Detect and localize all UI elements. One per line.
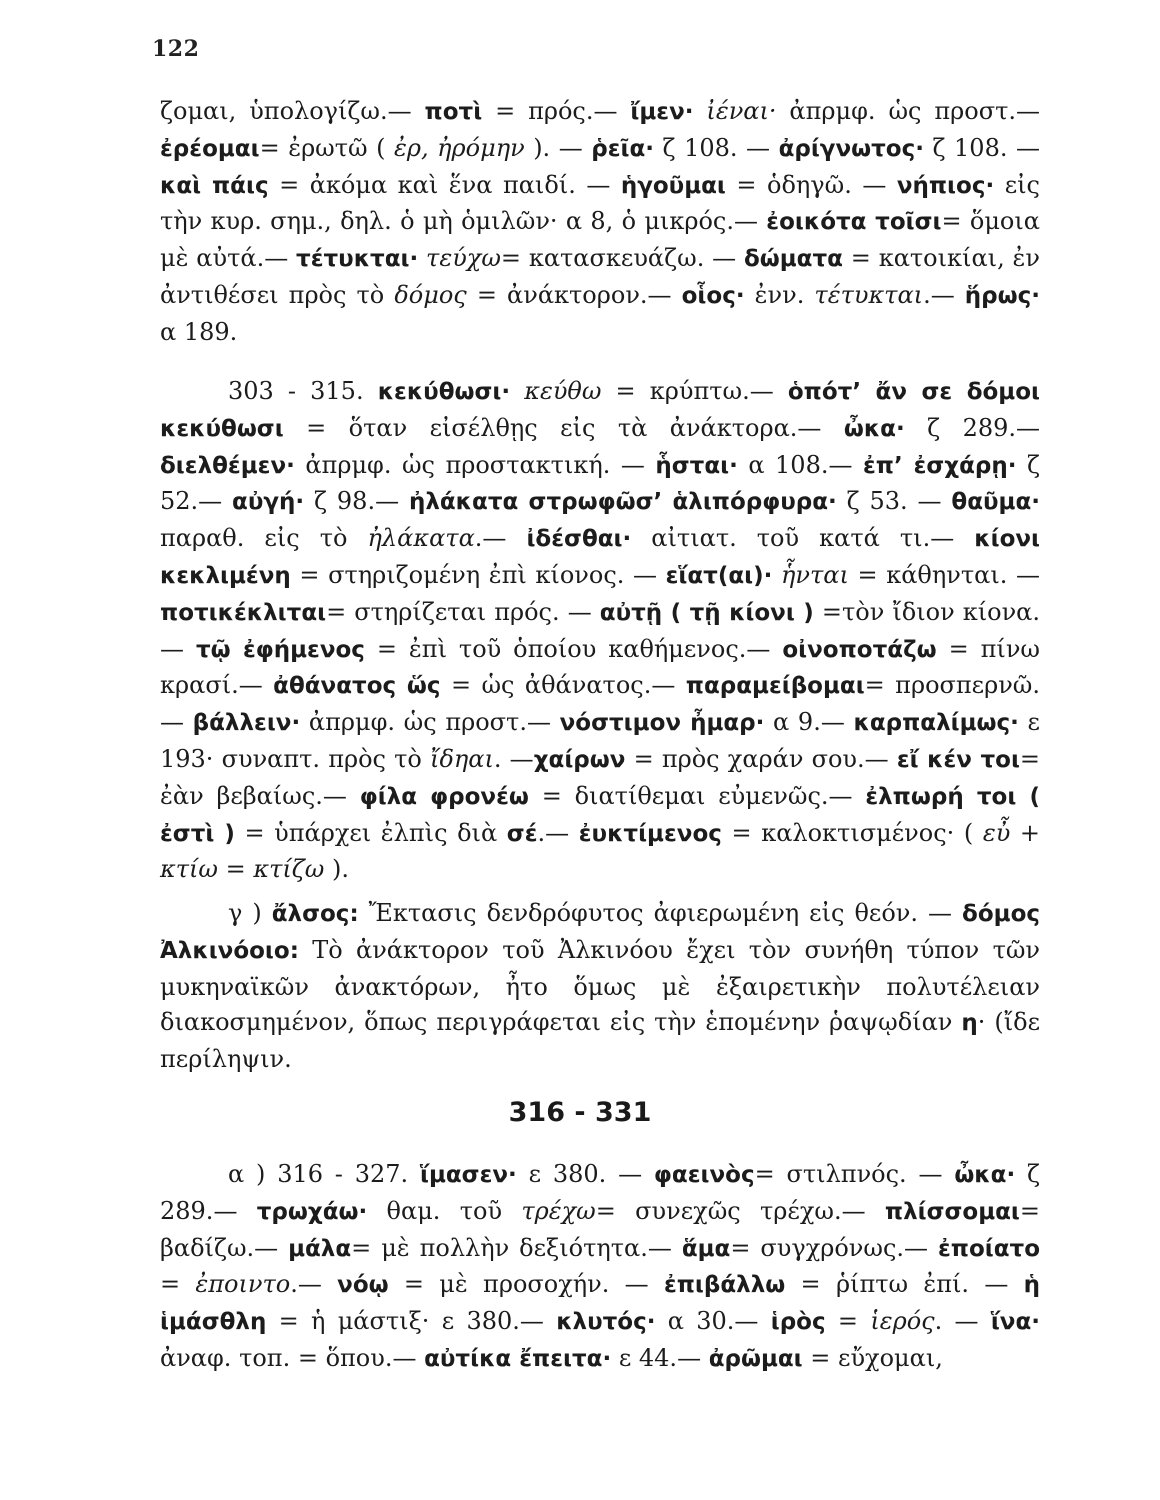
lemma-term: ἐοικότα τοῖσι — [766, 209, 942, 236]
italic-form: τεύχω — [426, 244, 501, 273]
lemma-term: ἥρως· — [964, 282, 1040, 309]
gloss-text: ζ 289.— — [160, 1160, 1041, 1225]
gloss-text: = εὔχομαι, — [802, 1343, 943, 1372]
gloss-text: 303 - 315. — [228, 377, 378, 405]
lemma-term: ἐυκτίμενος — [578, 820, 722, 847]
gloss-text: = συγχρόνως.— — [730, 1233, 938, 1262]
gloss-text: = κάθηνται. — — [848, 560, 1040, 589]
lemma-term: καὶ πάις — [160, 172, 269, 199]
lemma-term: αὐτίκα ἔπειτα· — [424, 1345, 612, 1372]
gloss-text: = ὁδηγῶ. — — [725, 170, 897, 199]
lemma-term: φίλα φρονέω — [359, 783, 529, 810]
gloss-text: α 30.— — [655, 1307, 771, 1336]
lemma-term: ἧσται· — [655, 452, 738, 479]
gloss-text: .— — [923, 280, 965, 309]
gloss-text — [510, 377, 524, 405]
gloss-text: = — [218, 855, 254, 884]
lemma-term: τέτυκται· — [296, 246, 419, 273]
lemma-term: ἀρῶμαι — [708, 1345, 803, 1372]
gloss-text: ἐνν. — [744, 280, 815, 309]
lemma-term: βάλλειν· — [192, 710, 301, 737]
gloss-text: = βαδίζω.— — [160, 1196, 1041, 1262]
gloss-text: ζ 53. — — [836, 487, 952, 516]
gloss-text: = κρύπτω.— — [601, 377, 788, 405]
lemma-term: ποτὶ — [424, 99, 483, 125]
italic-form: ἧνται — [781, 560, 849, 589]
gloss-text: ε 44.— — [611, 1343, 709, 1372]
lemma-term: αὐγή· — [232, 489, 305, 516]
gloss-text: + — [1010, 818, 1040, 847]
lemma-term: χαίρων — [533, 746, 626, 773]
gloss-text: = πρὸς χαράν σου.— — [625, 744, 897, 773]
gloss-text: · (ἴδε περίληψιν. — [160, 1008, 1040, 1074]
lemma-term: παραμείβομαι — [685, 673, 865, 700]
lemma-term: ἀθάνατος ὥς — [273, 673, 441, 700]
gloss-text: = ἡ μάστιξ· ε 380.— — [266, 1307, 557, 1336]
gloss-text: = ὅμοια μὲ αὐτά.— — [160, 207, 1040, 273]
italic-form: ἴδηαι — [430, 744, 494, 773]
gloss-text: ζ 289.— — [904, 413, 1041, 442]
gloss-text: = πίνω κρασί.— — [160, 634, 1040, 700]
lemma-term: ἐρέομαι — [160, 135, 260, 162]
commentary-paragraph-1 — [160, 94, 1040, 351]
lemma-term: διελθέμεν· — [160, 452, 295, 479]
lemma-term: ἵμασεν· — [419, 1162, 517, 1188]
lemma-term: θαῦμα· — [951, 489, 1041, 516]
gloss-text: . — — [493, 744, 534, 773]
lemma-term: ἀρίγνωτος· — [778, 135, 924, 162]
gloss-text: ζ 108. — — [923, 133, 1041, 162]
gloss-text: = μὲ πολλὴν δεξιότητα.— — [351, 1233, 682, 1262]
gloss-text: = ἐρωτῶ ( — [259, 133, 395, 162]
gloss-text: .— — [537, 818, 579, 847]
lemma-term: ἐποίατο — [937, 1235, 1040, 1262]
gloss-text: ζομαι, ὑπολογίζω.— — [160, 97, 425, 125]
gloss-text: ζ 52.— — [160, 450, 1041, 516]
lemma-term: οἷος· — [681, 282, 745, 309]
italic-form: κεύθω — [524, 377, 602, 405]
gloss-text: εἰς τὴν κυρ. σημ., δηλ. ὁ μὴ ὁμιλῶν· α 8, ὁ μικρός.— — [160, 170, 1040, 236]
italic-form: τέτυκται — [814, 280, 924, 309]
lemma-term: ἅμα — [681, 1235, 731, 1262]
italic-form: ἠλάκατα — [367, 524, 475, 553]
gloss-text: = ἀκόμα καὶ ἕνα παιδί. — — [268, 170, 621, 199]
gloss-text: ε 380. — — [516, 1160, 654, 1188]
gloss-text: α ) 316 - 327. — [228, 1160, 420, 1188]
lemma-term: ἱρὸς — [770, 1309, 826, 1336]
gloss-text: ε 193· συναπτ. πρὸς τὸ — [160, 708, 1040, 773]
gloss-text: = ἀνάκτορον.— — [466, 280, 682, 309]
lemma-term: ἵνα· — [990, 1309, 1040, 1336]
gloss-text: = ἐὰν βεβαίως.— — [160, 744, 1041, 810]
lemma-term: η — [961, 1010, 978, 1037]
gloss-text: γ ) — [228, 899, 272, 927]
gloss-text: ἀπρμφ. ὡς προστ.— — [300, 708, 560, 737]
gloss-text: α 189. — [160, 317, 238, 346]
lemma-term: οἰνοποτάζω — [782, 636, 937, 663]
lemma-term: φαεινὸς — [653, 1162, 755, 1188]
lemma-term: εἵατ(αι)· — [665, 562, 773, 589]
italic-form: τρέχω — [521, 1196, 596, 1225]
gloss-text: ζ 98.— — [304, 487, 409, 516]
lemma-term: ὁπότ’ ἄν σε δόμοι κεκύθωσι — [160, 379, 1040, 442]
commentary-paragraph-2 — [160, 374, 1040, 888]
gloss-text: = ὑπάρχει ἐλπὶς διὰ — [234, 818, 507, 847]
section-heading: 316 - 331 — [508, 1097, 652, 1128]
italic-form: ἰέναι· — [706, 97, 777, 125]
italic-form: κτίω — [160, 855, 218, 884]
gloss-text: α 108.— — [737, 450, 863, 479]
lemma-term: τρωχάω· — [256, 1198, 368, 1225]
lemma-term: κίονι κεκλιμένη — [160, 526, 1040, 589]
gloss-text: .— — [290, 1270, 338, 1299]
gloss-text: = ἐπὶ τοῦ ὁποίου καθήμενος.— — [364, 634, 783, 663]
gloss-text — [418, 244, 426, 272]
gloss-text: Ἔκτασις δενδρόφυτος ἀφιερωμένη εἰς θεόν. — — [358, 899, 963, 927]
gloss-text: = στιλπνός. — — [754, 1160, 955, 1188]
lemma-term: τῷ ἐφήμενος — [195, 636, 365, 663]
lemma-term: ποτικέκλιται — [160, 599, 327, 626]
gloss-text: = προσπερνῶ.— — [160, 671, 1041, 737]
gloss-text: .— — [474, 524, 527, 553]
gloss-text: ). — [324, 855, 350, 884]
gloss-text: = — [825, 1307, 871, 1336]
lemma-term: ἡ ἱμάσθλη — [160, 1272, 1040, 1336]
lemma-term: κλυτός· — [556, 1309, 656, 1336]
italic-form: κτίζω — [253, 855, 325, 884]
lemma-term: ἐπιβάλλω — [663, 1272, 786, 1299]
lemma-term: δόμος Ἀλκινόοιο: — [160, 901, 1041, 964]
lemma-term: καρπαλίμως· — [853, 710, 1019, 737]
gloss-text: =τὸν ἴδιον κίονα.— — [160, 597, 1041, 663]
lemma-term: νήπιος· — [896, 172, 995, 199]
italic-form: ἐποιντο — [195, 1270, 291, 1299]
lemma-term: κεκύθωσι· — [377, 379, 511, 405]
gloss-text: = συνεχῶς τρέχω.— — [595, 1196, 885, 1225]
lemma-term: νόῳ — [337, 1272, 389, 1299]
page-number: 122 — [152, 36, 200, 62]
gloss-text: = στηρίζεται πρός. — — [326, 597, 600, 626]
lemma-term: μάλα — [288, 1235, 352, 1262]
gloss-text: = κατοικίαι, ἐν ἀντιθέσει πρὸς τὸ — [160, 244, 1040, 309]
gloss-text: = ὡς ἀθάνατος.— — [440, 671, 686, 700]
gloss-text: ἀπρμφ. ὡς προστακτική. — — [294, 450, 656, 479]
gloss-text: Τὸ ἀνάκτορον τοῦ Ἀλκινόου ἔχει τὸν συνήθη τύπον τῶν μυκηναϊκῶν ἀνακτόρων, ἦτο ὅμως μὲ ἐξαιρετικὴν πολυτέλειαν διακοσμημένον, ὅπως περιγράφεται εἰς τὴν ἑπομένην ῥαψῳδίαν — [160, 935, 1040, 1037]
lemma-term: ἰδέσθαι· — [526, 526, 632, 553]
lemma-term: ἴμεν· — [630, 99, 694, 125]
lemma-term: νόστιμον ἦμαρ· — [559, 710, 765, 737]
lemma-term: σέ — [506, 820, 538, 847]
gloss-text: . — — [934, 1307, 991, 1336]
commentary-paragraph-4 — [160, 1157, 1040, 1378]
gloss-text: = καλοκτισμένος· ( — [721, 818, 983, 847]
lemma-term: αὐτῇ ( τῇ κίονι ) — [599, 599, 814, 626]
gloss-text: ). — — [524, 133, 592, 162]
gloss-text: = ὅταν εἰσέλθῃς εἰς τὰ ἀνάκτορα.— — [283, 413, 844, 442]
lemma-term: ἐπ’ ἐσχάρῃ· — [862, 452, 1017, 479]
lemma-term: ὦκα· — [843, 415, 905, 442]
lemma-term: ἐλπωρή τοι ( ἐστὶ ) — [160, 783, 1040, 847]
gloss-text: = κατασκευάζω. — — [500, 244, 744, 273]
italic-form: ἐρ, ἠρόμην — [394, 133, 525, 162]
commentary-paragraph-3 — [160, 896, 1040, 1078]
italic-form: δόμος — [394, 280, 467, 309]
lemma-term: ἠλάκατα στρωφῶσ’ ἁλιπόρφυρα· — [408, 489, 837, 516]
lemma-term: ὦκα· — [954, 1162, 1016, 1188]
gloss-text: = στηριζομένη ἐπὶ κίονος. — — [290, 560, 666, 589]
gloss-text: παραθ. εἰς τὸ — [160, 524, 368, 553]
gloss-text: ἀναφ. τοπ. = ὅπου.— — [160, 1343, 425, 1372]
gloss-text: = — [160, 1270, 196, 1299]
italic-form: ἱερός — [870, 1307, 935, 1336]
gloss-text: θαμ. τοῦ — [367, 1196, 522, 1225]
lemma-term: ἡγοῦμαι — [620, 172, 726, 199]
gloss-text: α 9.— — [764, 708, 854, 737]
gloss-text: = μὲ προσοχήν. — — [388, 1270, 664, 1299]
gloss-text: ζ 108. — — [654, 133, 779, 162]
lemma-term: δώματα — [743, 246, 843, 273]
gloss-text — [694, 97, 707, 125]
gloss-text: = πρός.— — [482, 97, 631, 125]
lemma-term: ῥεῖα· — [591, 135, 655, 162]
italic-form: εὖ — [982, 818, 1011, 847]
gloss-text — [772, 561, 781, 589]
gloss-text: αἰτιατ. τοῦ κατά τι.— — [631, 524, 975, 553]
gloss-text: = ῥίπτω ἐπί. — — [785, 1270, 1024, 1299]
lemma-term: ἄλσος: — [271, 901, 359, 927]
gloss-text: = διατίθεμαι εὐμενῶς.— — [528, 781, 866, 810]
lemma-term: εἴ κέν τοι — [896, 746, 1020, 773]
gloss-text: ἀπρμφ. ὡς προστ.— — [776, 97, 1040, 125]
lemma-term: πλίσσομαι — [884, 1198, 1020, 1225]
